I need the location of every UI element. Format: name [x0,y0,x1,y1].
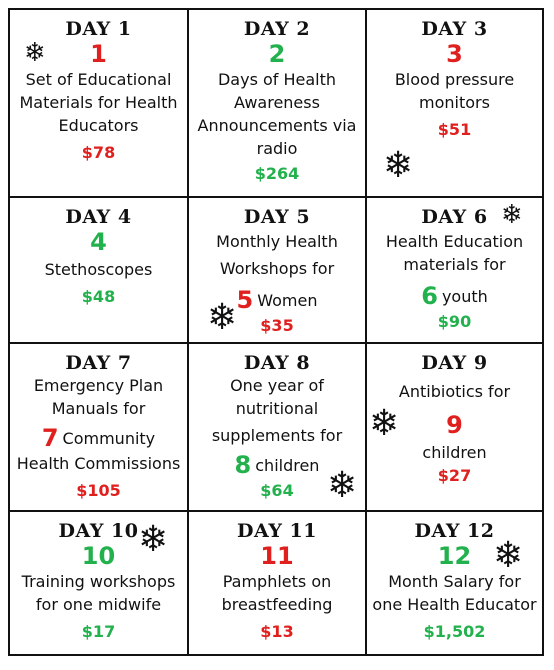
snowflake-icon: ❄ [138,519,169,560]
day-1-description-line: Set of Educational [25,70,172,89]
day-6-description-line: Health Education [385,232,524,251]
day-8-number: 8 [234,451,252,479]
day-8-label: DAY 8 [243,352,311,374]
day-9-description-line: Antibiotics for [398,382,511,401]
day-2-description-line: radio [256,139,298,158]
day-8-cell [187,344,365,510]
advent-calendar-grid [8,8,544,656]
day-7-description-line: Health Commissions [16,454,181,473]
day-6-description-line: materials for [403,255,506,274]
day-4-cell [10,198,187,342]
day-1-label: DAY 1 [65,18,132,40]
snowflake-icon: ❄ [383,145,414,186]
day-11-number: 11 [260,542,294,570]
day-7-number-line [10,424,187,452]
day-1-number: 1 [90,40,107,68]
day-1-cell [10,10,187,196]
day-5-number: 5 [236,286,254,314]
day-6-cell [365,198,542,342]
day-10-price: $17 [81,622,116,641]
day-6-price: $90 [437,312,472,331]
day-2-description-line: Announcements via [197,116,357,135]
day-8-description-line: One year of [230,376,324,395]
day-3-description-line: monitors [419,93,490,112]
day-4-description-line: Stethoscopes [44,260,153,279]
day-11-description-line: Pamphlets on [222,572,332,591]
snowflake-icon: ❄ [24,38,46,68]
day-9-description-line: children [422,443,487,462]
day-12-cell [365,512,542,654]
day-4-price: $48 [81,287,116,306]
day-2-price: $264 [254,164,300,183]
day-5-price: $35 [260,316,294,335]
day-10-label: DAY 10 [58,520,139,542]
day-10-number: 10 [81,542,116,570]
day-5-cell [187,198,365,342]
day-8-description-line: supplements for [211,426,343,445]
snowflake-icon: ❄ [369,403,400,444]
day-11-price: $13 [260,622,294,641]
day-11-label: DAY 11 [237,520,317,542]
snowflake-icon: ❄ [207,297,238,338]
day-8-description-line: nutritional [235,399,319,418]
day-12-label: DAY 12 [414,520,495,542]
day-9-number: 9 [446,411,463,439]
day-5-description-line: Workshops for [219,259,335,278]
day-11-cell [187,512,365,654]
day-3-label: DAY 3 [421,18,488,40]
day-6-number-line [367,282,542,310]
day-3-price: $51 [437,120,472,139]
day-7-description-line: Manuals for [51,399,146,418]
day-7-number: 7 [41,424,59,452]
day-5-description-line: Monthly Health [216,232,338,251]
snowflake-icon: ❄ [493,535,524,576]
day-7-cell [10,344,187,510]
day-11-description-line: breastfeeding [221,595,333,614]
day-2-label: DAY 2 [243,18,311,40]
day-9-price: $27 [437,466,472,485]
day-3-number: 3 [446,40,463,68]
calendar-row-3 [10,342,542,510]
day-10-cell [10,512,187,654]
day-5-description-word: Women [257,291,318,310]
day-1-description-line: Materials for Health [19,93,178,112]
day-12-description-line: Month Salary for [388,572,521,591]
snowflake-icon: ❄ [501,200,523,230]
day-9-cell [365,344,542,510]
day-9-label: DAY 9 [421,352,488,374]
day-2-description-line: Days of Health [217,70,337,89]
calendar-row-2 [10,196,542,342]
day-7-description-line: Emergency Plan [33,376,164,395]
day-6-number: 6 [421,282,438,310]
day-8-price: $64 [260,481,294,500]
day-10-description-line: Training workshops [21,572,176,591]
day-1-description-line: Educators [58,116,139,135]
day-2-number: 2 [268,40,286,68]
day-4-label: DAY 4 [65,206,132,228]
day-6-description-word: youth [441,287,488,306]
calendar-row-1 [10,10,542,196]
day-3-description-line: Blood pressure [394,70,515,89]
snowflake-icon: ❄ [327,465,358,506]
day-1-price: $78 [81,143,116,162]
day-7-price: $105 [76,481,121,500]
day-5-label: DAY 5 [243,206,311,228]
day-4-number: 4 [90,228,107,256]
day-2-description-line: Awareness [234,93,320,112]
day-7-label: DAY 7 [65,352,132,374]
day-7-description-word: Community [62,429,156,448]
day-8-description-word: children [255,456,320,475]
day-12-description-line: one Health Educator [372,595,537,614]
day-2-cell [187,10,365,196]
calendar-row-4 [10,510,542,654]
day-10-description-line: for one midwife [35,595,162,614]
day-12-number: 12 [437,542,472,570]
day-12-price: $1,502 [423,622,486,641]
day-6-label: DAY 6 [421,206,488,228]
day-3-cell [365,10,542,196]
